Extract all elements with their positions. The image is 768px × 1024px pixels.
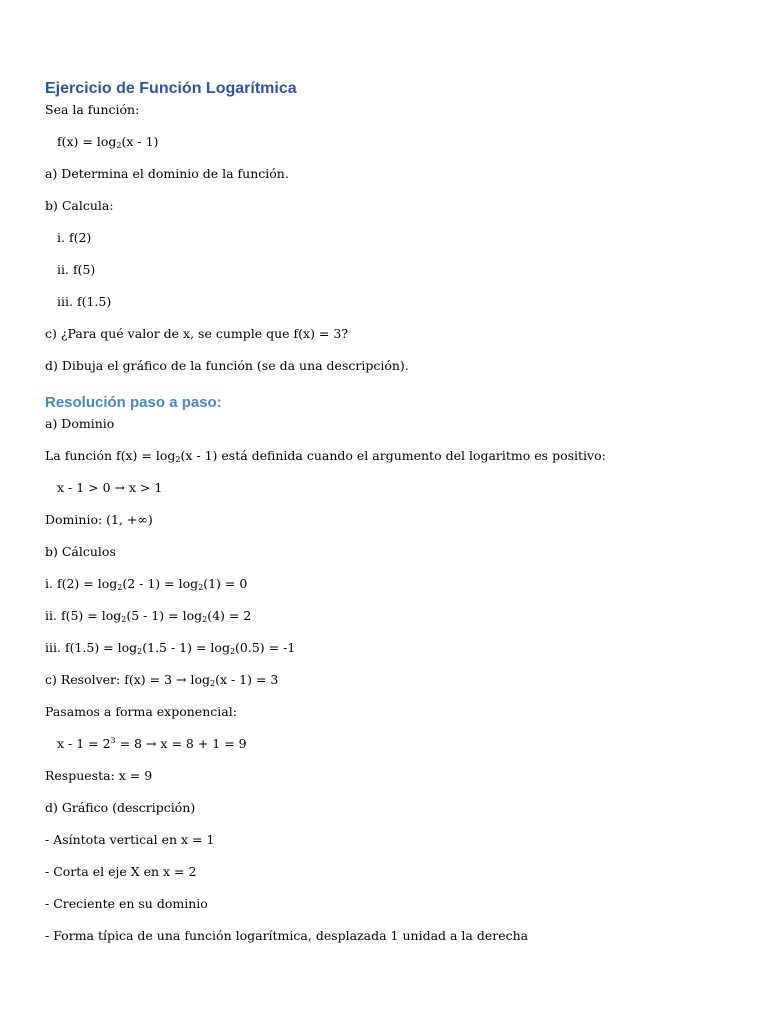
resolution-c-answer: Respuesta: x = 9 <box>45 768 153 783</box>
resolution-d-heading: d) Gráfico (descripción) <box>45 800 196 815</box>
question-b-ii: ii. f(5) <box>57 262 96 277</box>
question-c: c) ¿Para qué valor de x, se cumple que f(x) = 3? <box>45 326 349 341</box>
resolution-d-item-1: - Asíntota vertical en x = 1 <box>45 832 215 847</box>
resolution-heading: Resolución paso a paso: <box>45 394 222 411</box>
question-b: b) Calcula: <box>45 198 114 213</box>
resolution-c-intro: Pasamos a forma exponencial: <box>45 704 237 719</box>
resolution-c-equation: c) Resolver: $f(x) = 3 \to \log_2(x - 1) = 3$ <box>45 672 279 688</box>
resolution-d-item-3: - Creciente en su dominio <box>45 896 208 911</box>
document-title: Ejercicio de Función Logarítmica <box>45 80 297 97</box>
resolution-d-item-2: - Corta el eje X en x = 2 <box>45 864 197 879</box>
resolution-b-heading: b) Cálculos <box>45 544 116 559</box>
intro-text: Sea la función: <box>45 102 140 117</box>
resolution-d-item-4: - Forma típica de una función logarítmica, desplazada 1 unidad a la derecha <box>45 928 529 943</box>
document-page <box>45 76 745 960</box>
question-b-iii: iii. f(1.5) <box>57 294 112 309</box>
resolution-a-heading: a) Dominio <box>45 416 115 431</box>
resolution-a-text: La función $f(x) = \log_2(x - 1)$ está definida cuando el argumento del logaritmo es positivo: <box>45 448 606 464</box>
resolution-a-inequality: x - 1 > 0 → x > 1 <box>57 480 163 495</box>
resolution-c-exponential: $x - 1 = 2^3 = 8 \to x = 8 + 1 = 9$ <box>57 736 247 751</box>
question-b-i: i. f(2) <box>57 230 92 245</box>
resolution-b-ii: ii. $f(5) = \log_2(5 - 1) = \log_2(4) = 2$ <box>45 608 252 624</box>
resolution-b-iii: iii. $f(1.5) = \log_2(1.5 - 1) = \log_2(0.5) = -1$ <box>45 640 296 656</box>
resolution-a-domain: Dominio: (1, +∞) <box>45 512 153 527</box>
question-d: d) Dibuja el gráfico de la función (se da una descripción). <box>45 358 409 373</box>
function-definition: $f(x) = \log_2(x - 1)$ <box>57 134 159 150</box>
question-a: a) Determina el dominio de la función. <box>45 166 289 181</box>
resolution-b-i: i. $f(2) = \log_2(2 - 1) = \log_2(1) = 0$ <box>45 576 248 592</box>
